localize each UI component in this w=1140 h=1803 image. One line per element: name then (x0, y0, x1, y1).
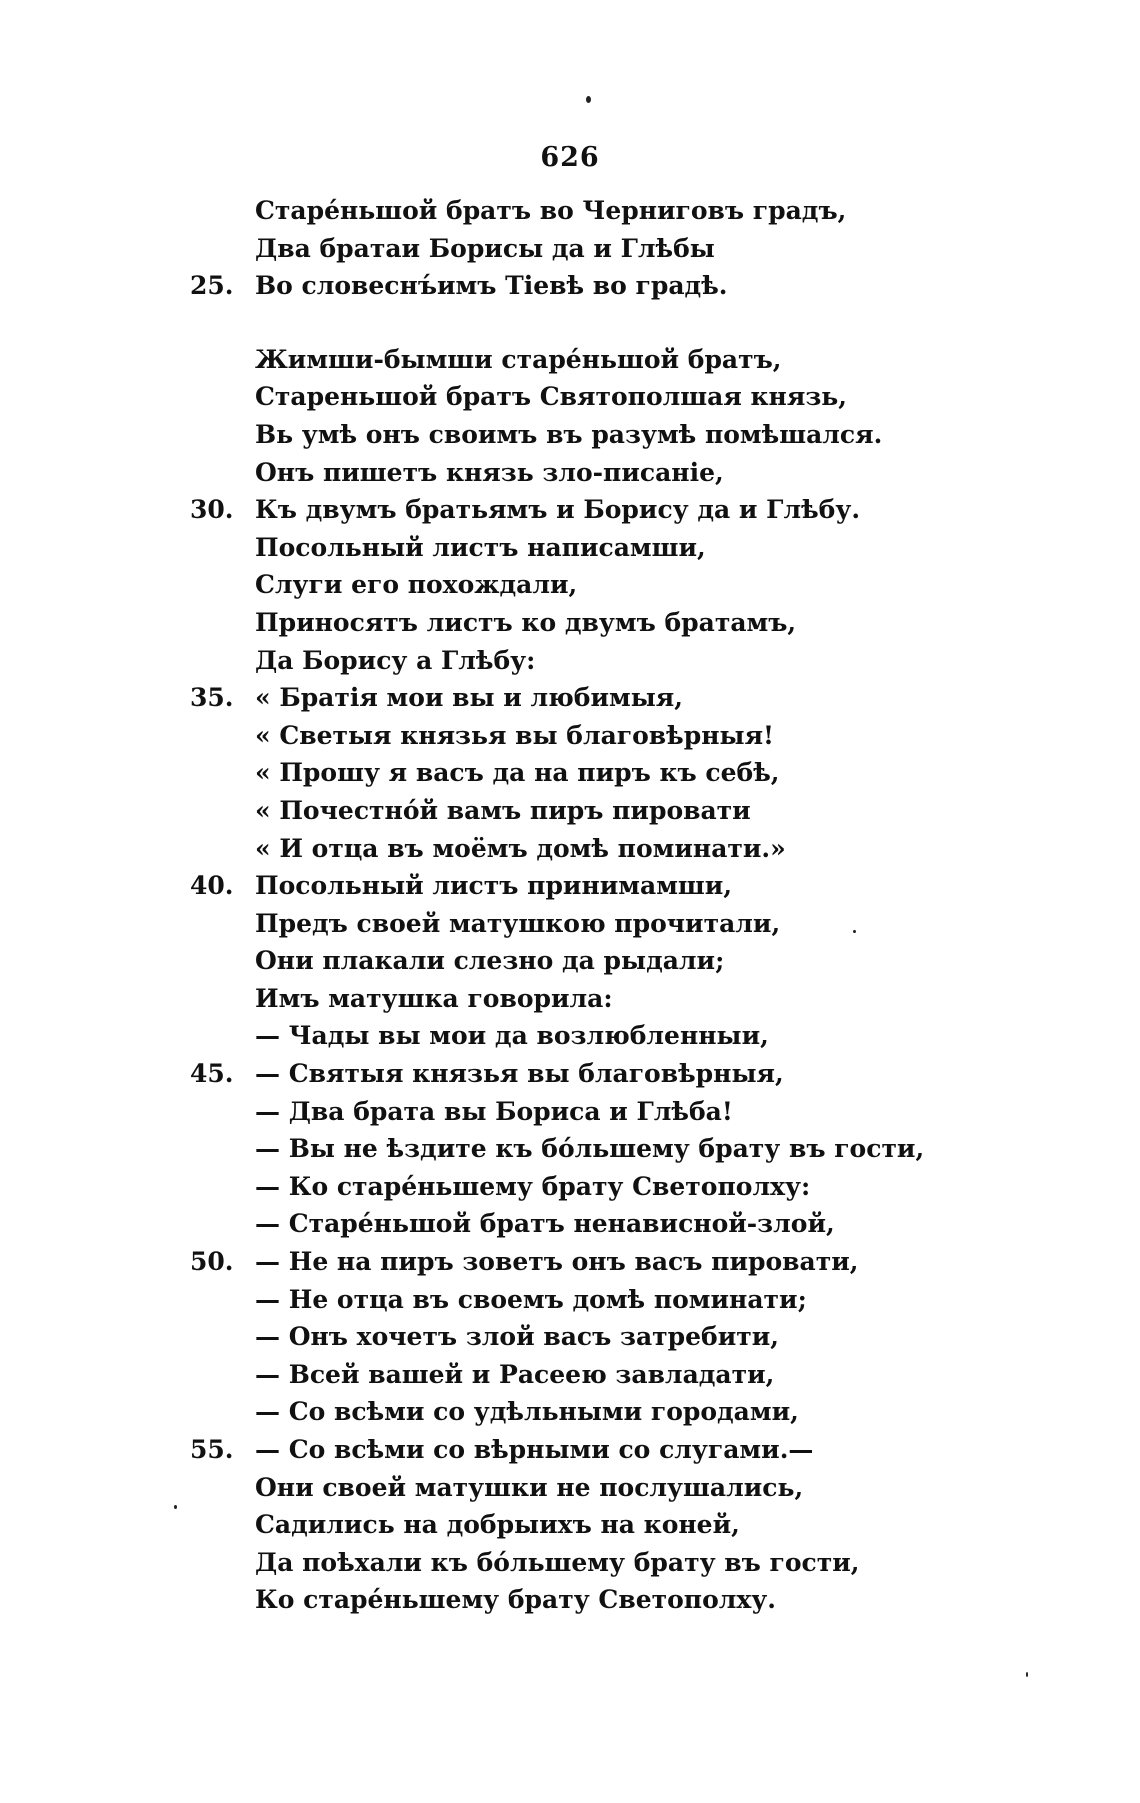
line-text: — Ко старе́ньшему брату Светополху: (255, 1171, 811, 1201)
verse-line (190, 717, 1090, 755)
line-text: Посольный листъ написамши, (255, 532, 706, 562)
line-number: 50. (190, 1247, 234, 1277)
verse-line (190, 491, 1090, 529)
verse-line (190, 1581, 1090, 1619)
line-text: Имъ матушка говорила: (255, 983, 613, 1013)
line-number: 55. (190, 1435, 234, 1464)
verse-line (190, 792, 1090, 830)
verse-line (190, 1130, 1090, 1168)
verse-line (190, 830, 1090, 868)
line-text: Да Борису а Глѣбу: (255, 645, 536, 675)
verse-line (190, 642, 1090, 680)
print-speck (1026, 1672, 1028, 1677)
verse-line (190, 192, 1090, 230)
verse-line (190, 1205, 1090, 1243)
verse-line (190, 679, 1090, 717)
line-text: — Чады вы мои да возлюбленныи, (255, 1021, 769, 1051)
verse-line (190, 529, 1090, 567)
line-text: — Онъ хочетъ злой васъ затребити, (255, 1322, 779, 1352)
line-text: Жимши-бымши старе́ньшой братъ, (255, 344, 782, 374)
line-text: « И отца въ моёмъ домѣ поминати.» (255, 833, 786, 863)
page-number: 626 (540, 142, 600, 173)
verse-line (190, 1055, 1090, 1093)
verse-line (190, 1469, 1090, 1507)
verse-line (190, 980, 1090, 1018)
line-number: 25. (190, 271, 234, 301)
verse-line (190, 267, 1090, 305)
line-text: — Старе́ньшой братъ ненависной-злой, (255, 1209, 835, 1239)
verse-line (190, 1093, 1090, 1131)
poem-text (190, 192, 1090, 1619)
line-text: Во словеснъ́имъ Тіевѣ во градѣ. (255, 271, 728, 301)
verse-line (190, 416, 1090, 454)
verse-line (190, 867, 1090, 905)
line-text: — Всей вашей и Расеею завладати, (255, 1359, 775, 1389)
line-text: Стареньшой братъ Святополшая князь, (255, 382, 847, 412)
verse-line (190, 1356, 1090, 1394)
verse-line (190, 1393, 1090, 1431)
line-text: Они плакали слезно да рыдали; (255, 946, 725, 976)
line-text: « Братія мои вы и любимыя, (255, 683, 683, 713)
line-text: Онъ пишетъ князь зло-писаніе, (255, 457, 724, 487)
line-number: 30. (190, 495, 234, 525)
line-text: Они своей матушки не послушались, (255, 1472, 804, 1502)
verse-line (190, 754, 1090, 792)
stanza (190, 341, 1090, 1619)
line-number: 45. (190, 1059, 234, 1089)
line-text: Къ двумъ братьямъ и Борису да и Глѣбу. (255, 495, 861, 525)
line-text: — Со всѣми со удѣльными городами, (255, 1397, 799, 1427)
line-text: « Светыя князья вы благовѣрныя! (255, 720, 775, 750)
line-text: Два братаи Борисы да и Глѣбы (255, 233, 715, 263)
line-text: — Со всѣми со вѣрными со слугами.— (255, 1435, 814, 1464)
line-number: 40. (190, 871, 234, 901)
verse-line (190, 230, 1090, 268)
verse-line (190, 1544, 1090, 1582)
verse-line (190, 1017, 1090, 1055)
verse-line (190, 566, 1090, 604)
line-number: 35. (190, 683, 234, 713)
verse-line (190, 1318, 1090, 1356)
line-text: Предъ своей матушкою прочитали, (255, 908, 781, 938)
line-text: Садились на добрыихъ на коней, (255, 1510, 740, 1540)
line-text: Ко старе́ньшему брату Светополху. (255, 1585, 776, 1615)
line-text: Старе́ньшой братъ во Черниговъ градъ, (255, 196, 847, 225)
line-text: « Почестно́й вамъ пиръ пировати (255, 795, 751, 825)
verse-line (190, 1431, 1090, 1469)
verse-line (190, 341, 1090, 379)
stanza (190, 192, 1090, 305)
line-text: Слуги его похождали, (255, 570, 578, 600)
line-text: « Прошу я васъ да на пиръ къ себѣ, (255, 758, 780, 788)
line-text: Посольный листъ принимамши, (255, 871, 733, 901)
verse-line (190, 942, 1090, 980)
verse-line (190, 905, 1090, 943)
verse-line (190, 604, 1090, 642)
line-text: Приносятъ листъ ко двумъ братамъ, (255, 607, 797, 637)
line-text: — Не на пиръ зоветъ онъ васъ пировати, (255, 1247, 859, 1277)
verse-line (190, 454, 1090, 492)
line-text: Вь умѣ онъ своимъ въ разумѣ помѣшался. (255, 419, 883, 449)
verse-line (190, 1168, 1090, 1206)
verse-line (190, 1243, 1090, 1281)
line-text: — Не отца въ своемъ домѣ поминати; (255, 1284, 807, 1314)
verse-line (190, 1281, 1090, 1319)
verse-line (190, 378, 1090, 416)
line-text: Да поѣхали къ бо́льшему брату въ гости, (255, 1547, 860, 1577)
line-text: — Вы не ѣздите къ бо́льшему брату въ гости, (255, 1134, 925, 1164)
print-speck (174, 1505, 177, 1509)
line-text: — Два брата вы Бориса и Глѣба! (255, 1096, 733, 1126)
line-text: — Святыя князья вы благовѣрныя, (255, 1059, 784, 1089)
verse-line (190, 1506, 1090, 1544)
print-speck (586, 96, 591, 103)
